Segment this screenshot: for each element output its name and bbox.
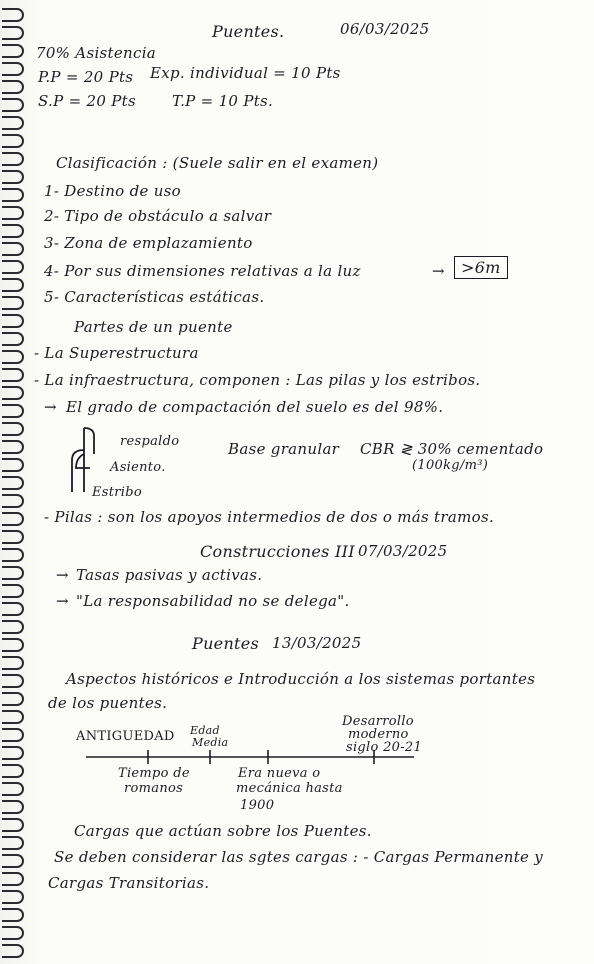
intro-line1: Aspectos históricos e Introducción a los sistemas portantes: [66, 670, 536, 688]
edad-media-label: Media: [192, 736, 229, 749]
section2-title: Construcciones III: [200, 542, 355, 561]
edad-media-label: Edad: [190, 724, 220, 737]
partes-item: - La infraestructura, componen : Las pilas y los estribos.: [34, 371, 481, 389]
base-granular: Base granular: [228, 440, 340, 458]
clasificacion-heading: Clasificación : (Suele salir en el examen): [56, 154, 379, 172]
cargas-line1: Se deben considerar las sgtes cargas : - Cargas Permanente y: [54, 848, 544, 866]
antiguedad-label: ANTIGUEDAD: [76, 729, 175, 744]
pp-text: P.P = 20 Pts: [38, 68, 134, 86]
desarrollo-label: siglo 20-21: [346, 740, 423, 755]
clasificacion-item: 1- Destino de uso: [44, 182, 182, 200]
romanos-label: Tiempo de: [118, 766, 190, 781]
luz-box: >6m: [454, 256, 508, 279]
section3-date: 13/03/2025: [272, 634, 362, 652]
date: 06/03/2025: [340, 20, 430, 38]
cargas-heading: Cargas que actúan sobre los Puentes.: [74, 822, 372, 840]
page-title: Puentes.: [212, 22, 285, 41]
tp-text: T.P = 10 Pts.: [172, 92, 274, 110]
asiento-label: Asiento.: [110, 460, 166, 475]
arrow-icon: →: [56, 566, 69, 584]
pilas-text: - Pilas : son los apoyos intermedios de dos o más tramos.: [44, 508, 495, 526]
desarrollo-label: Desarrollo: [342, 714, 414, 729]
sp-text: S.P = 20 Pts: [38, 92, 136, 110]
intro-line2: de los puentes.: [48, 694, 168, 712]
clasificacion-item: 2- Tipo de obstáculo a salvar: [44, 207, 272, 225]
cbr-text: CBR ≷ 30% cementado: [360, 440, 544, 458]
era-label: Era nueva o: [238, 766, 321, 781]
section2-date: 07/03/2025: [358, 542, 448, 560]
era-label: 1900: [240, 798, 275, 813]
exp-text: Exp. individual = 10 Pts: [150, 64, 341, 82]
section2-item: "La responsabilidad no se delega".: [76, 592, 350, 610]
era-label: mecánica hasta: [236, 781, 343, 796]
cbr-unit: (100kg/m³): [412, 458, 489, 473]
cargas-line2: Cargas Transitorias.: [48, 874, 210, 892]
section3-title: Puentes: [192, 634, 260, 653]
partes-heading: Partes de un puente: [74, 318, 233, 336]
romanos-label: romanos: [124, 781, 184, 796]
arrow-icon: →: [432, 262, 445, 280]
respaldo-label: respaldo: [120, 434, 180, 449]
partes-item: - La Superestructura: [34, 344, 199, 362]
compactacion-note: El grado de compactación del suelo es del 98%.: [66, 398, 444, 416]
asistencia-text: 70% Asistencia: [36, 44, 157, 62]
arrow-icon: →: [44, 398, 57, 416]
desarrollo-label: moderno: [348, 727, 409, 742]
estribo-label: Estribo: [92, 485, 143, 500]
clasificacion-item: 3- Zona de emplazamiento: [44, 234, 253, 252]
clasificacion-item: 4- Por sus dimensiones relativas a la luz: [44, 262, 361, 280]
arrow-icon: →: [56, 592, 69, 610]
clasificacion-item: 5- Características estáticas.: [44, 288, 265, 306]
section2-item: Tasas pasivas y activas.: [76, 566, 263, 584]
